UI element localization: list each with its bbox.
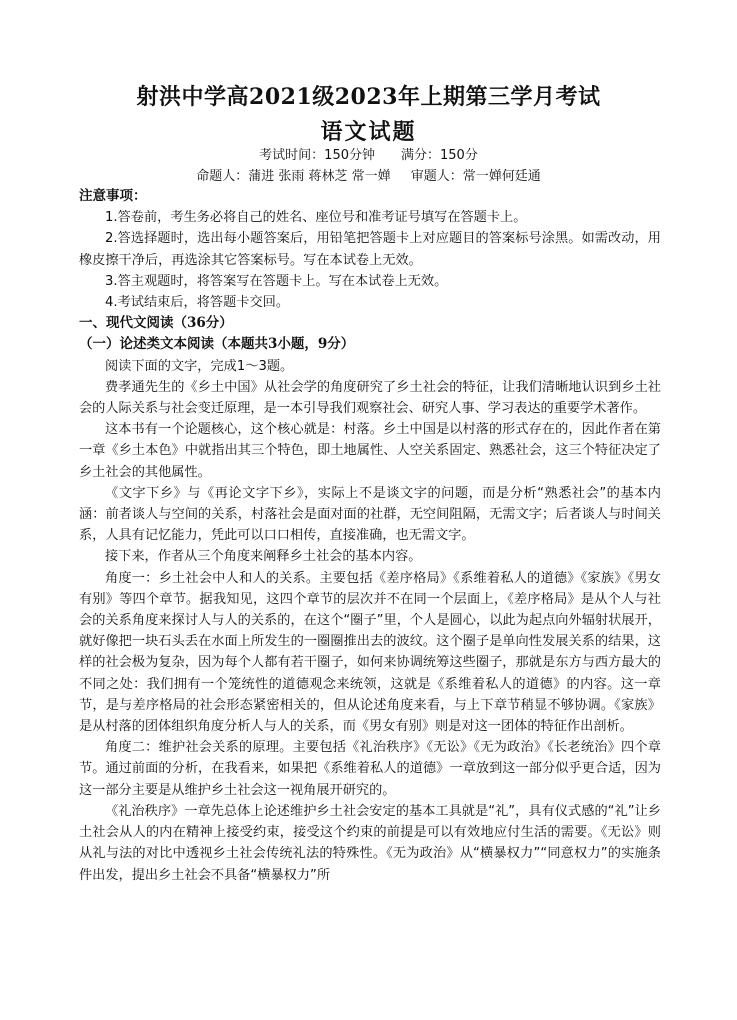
exam-body (79, 186, 661, 886)
exam-subject-title: 语文试题 (320, 119, 417, 145)
full-score: 满分：150分 (401, 148, 478, 163)
exam-title: 射洪中学高2021级2023年上期第三学月考试 (136, 84, 601, 110)
reading-instruction: 阅读下面的文字，完成1～3题。 (105, 358, 294, 374)
notice-item: 4.考试结束后，将答题卡交回。 (105, 295, 290, 311)
reviewers: 审题人：常一婵何廷通 (410, 169, 541, 184)
passage-paragraph: 这本书有一个论题核心，这个核心就是：村落。乡土中国是以村落的形式存在的，因此作者在第一章《乡土本色》中就指出其三个特色，即土地属性、人空关系固定、熟悉社会，这三个特征决定了乡土社会的其他属性。 (79, 422, 661, 480)
exam-time: 考试时间：150分钟 (259, 148, 375, 163)
notice-item: 3.答主观题时，将答案写在答题卡上。写在本试卷上无效。 (105, 273, 448, 289)
authors-line (0, 165, 737, 184)
subsection-heading: （一）论述类文本阅读（本题共3小题，9分） (79, 336, 355, 353)
passage-paragraph: 接下来，作者从三个角度来阐释乡土社会的基本内容。 (105, 549, 422, 565)
notice-item: 2.答选择题时，选出每小题答案后，用铅笔把答题卡上对应题目的答案标号涂黑。如需改动，用橡皮擦干净后，再选涂其它答案标号。写在本试卷上无效。 (79, 231, 661, 268)
passage-paragraph: 费孝通先生的《乡土中国》从社会学的角度研究了乡土社会的特征，让我们清晰地认识到乡土社会的人际关系与社会变迁原理，是一本引导我们观察社会、研究人事、学习表达的重要学术著作。 (79, 379, 661, 417)
notice-heading: 注意事项： (79, 188, 147, 204)
passage-paragraph: 角度二：维护社会关系的原理。主要包括《礼治秩序》《无讼》《无为政治》《长老统治》四个章节。通过前面的分析，在我看来，如果把《系维着私人的道德》一章放到这一部分似乎更合适，因为这一部分主要是从维护乡土社会这一视角展开研究的。 (79, 740, 661, 798)
exam-time-score-line (0, 144, 737, 163)
section-heading: 一、现代文阅读（36分） (79, 315, 233, 332)
passage-paragraph: 《礼治秩序》一章先总体上论述维护乡土社会安定的基本工具就是“礼”，具有仪式感的“礼”让乡土社会从人的内在精神上接受约束，接受这个约束的前提是可以有效地应付生活的需要。《无讼》则从礼与法的对比中透视乡土社会传统礼法的特殊性。《无为政治》从“横暴权力”“同意权力”的实施条件出发，提出乡土社会不具备“横暴权力”所 (79, 803, 661, 883)
authors: 命题人：蒲进 张雨 蒋林芝 常一婵 (196, 169, 391, 184)
passage-paragraph: 《文字下乡》与《再论文字下乡》，实际上不是谈文字的问题，而是分析“熟悉社会”的基本内涵：前者谈人与空间的关系，村落社会是面对面的社群，无空间阻隔，无需文字；后者谈人与时间关系，人具有记忆能力，凭此可以口口相传，直接准确，也无需文字。 (79, 485, 661, 544)
notice-item: 1.答卷前，考生务必将自己的姓名、座位号和准考证号填写在答题卡上。 (105, 210, 527, 226)
passage-paragraph: 角度一：乡土社会中人和人的关系。主要包括《差序格局》《系维着私人的道德》《家族》《男女有别》等四个章节。据我知见，这四个章节的层次并不在同一个层面上，《差序格局》是从个人与社会的关系角度来探讨人与人的关系的，在这个“圈子”里，个人是圆心，以此为起点向外辐射状展开，就好像把一块石头丢在水面上所发生的一圈圈推出去的波纹。这个圈子是单向性发展关系的结果，这样的社会极为复杂，因为每个人都有若干圈子，如何来协调统筹这些圈子，那就是东方与西方最大的不同之处：我们拥有一个笼统性的道德观念来统领，这就是《系维着私人的道德》的内容。这一章节，是与差序格局的社会形态紧密相关的，但从论述角度来看，与上下章节稍显不够协调。《家族》是从村落的团体组织角度分析人与人的关系，而《男女有别》则是对这一团体的特征作出剖析。 (79, 570, 661, 735)
